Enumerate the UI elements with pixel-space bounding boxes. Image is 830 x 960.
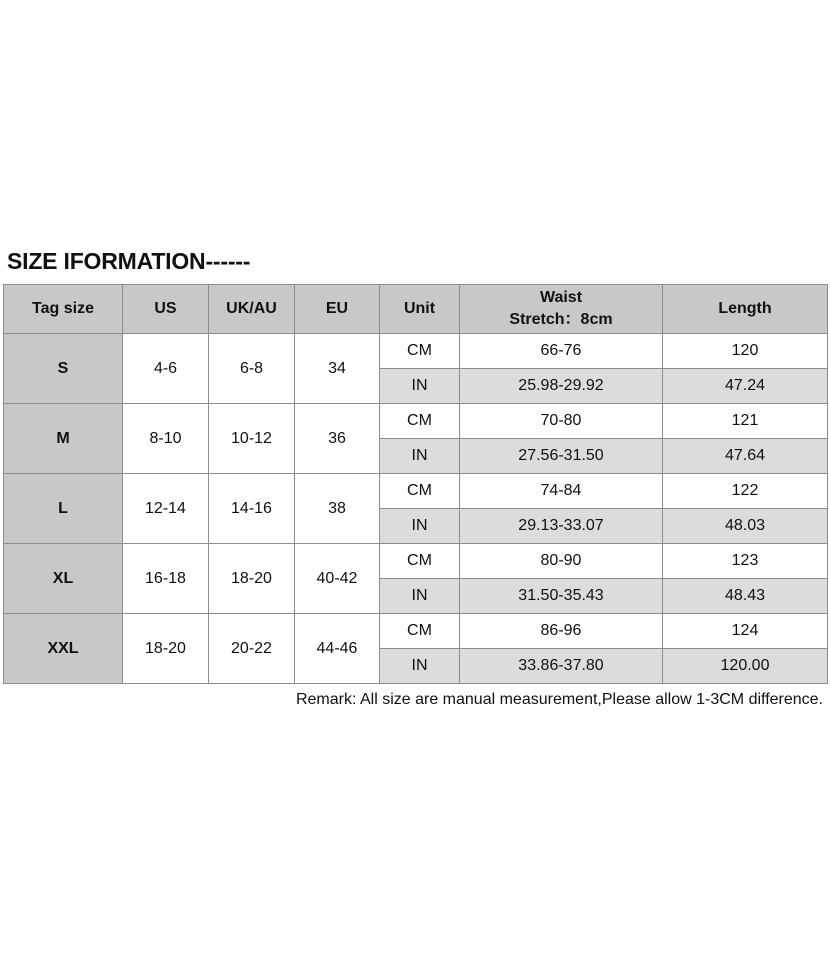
header-row xyxy=(4,285,828,334)
eu-size-cell: 36 xyxy=(295,404,380,474)
length-cell: 123 xyxy=(663,544,828,579)
tag-size-cell: L xyxy=(4,474,123,544)
header-waist-stretch: Stretch：8cm xyxy=(509,311,613,328)
uk-au-size-cell: 18-20 xyxy=(209,544,295,614)
unit-cell: IN xyxy=(380,649,460,684)
unit-cell: CM xyxy=(380,614,460,649)
length-cell: 120 xyxy=(663,334,828,369)
us-size-cell: 4-6 xyxy=(123,334,209,404)
length-cell: 121 xyxy=(663,404,828,439)
table-row xyxy=(4,544,828,579)
waist-cell: 31.50-35.43 xyxy=(460,579,663,614)
header-waist xyxy=(460,285,663,334)
unit-cell: IN xyxy=(380,509,460,544)
waist-cell: 74-84 xyxy=(460,474,663,509)
eu-size-cell: 34 xyxy=(295,334,380,404)
size-information-title: SIZE IFORMATION------ xyxy=(7,248,251,274)
us-size-cell: 16-18 xyxy=(123,544,209,614)
uk-au-size-cell: 20-22 xyxy=(209,614,295,684)
table-row xyxy=(4,614,828,649)
unit-cell: IN xyxy=(380,439,460,474)
length-cell: 48.03 xyxy=(663,509,828,544)
unit-cell: IN xyxy=(380,369,460,404)
waist-cell: 27.56-31.50 xyxy=(460,439,663,474)
length-cell: 47.24 xyxy=(663,369,828,404)
eu-size-cell: 44-46 xyxy=(295,614,380,684)
waist-cell: 86-96 xyxy=(460,614,663,649)
table-row xyxy=(4,334,828,369)
tag-size-cell: M xyxy=(4,404,123,474)
unit-cell: CM xyxy=(380,474,460,509)
waist-cell: 33.86-37.80 xyxy=(460,649,663,684)
waist-cell: 66-76 xyxy=(460,334,663,369)
header-length: Length xyxy=(663,285,828,334)
length-cell: 47.64 xyxy=(663,439,828,474)
unit-cell: CM xyxy=(380,334,460,369)
waist-cell: 70-80 xyxy=(460,404,663,439)
waist-cell: 25.98-29.92 xyxy=(460,369,663,404)
size-chart-table xyxy=(3,284,828,684)
waist-cell: 29.13-33.07 xyxy=(460,509,663,544)
unit-cell: CM xyxy=(380,544,460,579)
header-unit: Unit xyxy=(380,285,460,334)
us-size-cell: 8-10 xyxy=(123,404,209,474)
length-cell: 124 xyxy=(663,614,828,649)
uk-au-size-cell: 14-16 xyxy=(209,474,295,544)
tag-size-cell: S xyxy=(4,334,123,404)
us-size-cell: 12-14 xyxy=(123,474,209,544)
table-row xyxy=(4,404,828,439)
tag-size-cell: XXL xyxy=(4,614,123,684)
us-size-cell: 18-20 xyxy=(123,614,209,684)
waist-cell: 80-90 xyxy=(460,544,663,579)
header-uk-au: UK/AU xyxy=(209,285,295,334)
header-tag-size: Tag size xyxy=(4,285,123,334)
eu-size-cell: 38 xyxy=(295,474,380,544)
header-waist-label: Waist xyxy=(539,289,583,306)
table-row xyxy=(4,474,828,509)
remark-note: Remark: All size are manual measurement,Please allow 1-3CM difference. xyxy=(295,691,823,708)
unit-cell: IN xyxy=(380,579,460,614)
length-cell: 48.43 xyxy=(663,579,828,614)
eu-size-cell: 40-42 xyxy=(295,544,380,614)
tag-size-cell: XL xyxy=(4,544,123,614)
header-eu: EU xyxy=(295,285,380,334)
uk-au-size-cell: 6-8 xyxy=(209,334,295,404)
length-cell: 120.00 xyxy=(663,649,828,684)
uk-au-size-cell: 10-12 xyxy=(209,404,295,474)
header-us: US xyxy=(123,285,209,334)
unit-cell: CM xyxy=(380,404,460,439)
length-cell: 122 xyxy=(663,474,828,509)
